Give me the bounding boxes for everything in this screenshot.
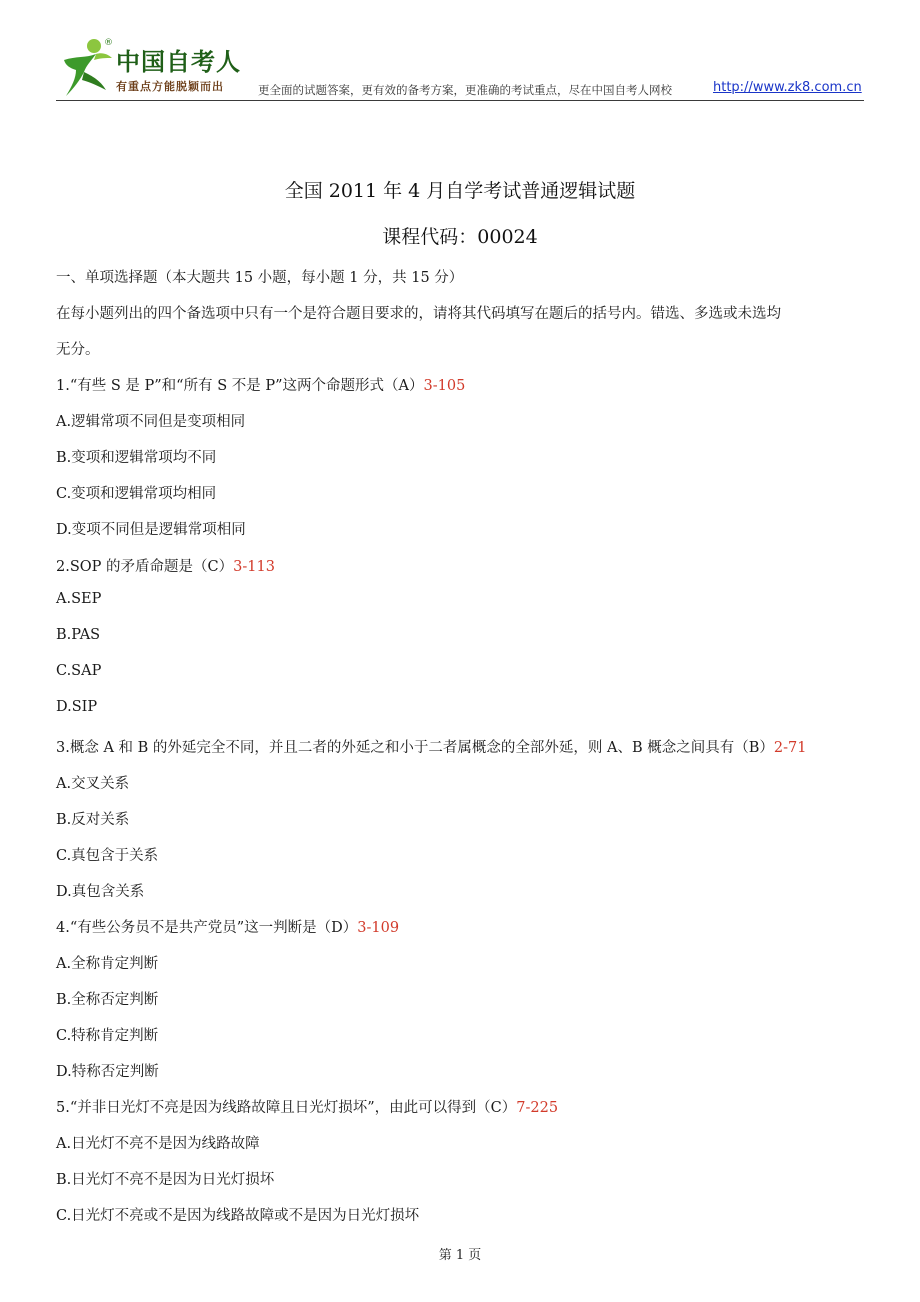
question-stem-2 — [56, 555, 275, 576]
answer-option: A.交叉关系 — [56, 776, 130, 792]
question-text: 5.“并非日光灯不亮是因为线路故障且日光灯损坏”，由此可以得到（C） — [56, 1100, 517, 1116]
answer-option: C.真包含于关系 — [56, 848, 159, 864]
logo-text: 中国自考人 — [116, 48, 241, 76]
answer-option: D.变项不同但是逻辑常项相同 — [56, 522, 246, 538]
answer-option: A.全称肯定判断 — [56, 956, 159, 972]
page-header — [0, 0, 920, 110]
question-text: 1.“有些 S 是 P”和“所有 S 不是 P”这两个命题形式（A） — [56, 378, 424, 394]
question-text: 3.概念 A 和 B 的外延完全不同，并且二者的外延之和小于二者属概念的全部外延，则 A、B 概念之间具有（B） — [56, 740, 774, 756]
answer-option: A.逻辑常项不同但是变项相同 — [56, 414, 246, 430]
answer-option: C.SAP — [56, 663, 102, 679]
answer-option: C.特称肯定判断 — [56, 1028, 159, 1044]
page-reference: 7-225 — [516, 1100, 559, 1116]
question-stem-5 — [56, 1096, 558, 1117]
question-stem-1 — [56, 374, 465, 395]
answer-option: D.真包含关系 — [56, 884, 145, 900]
logo-slogan: 有重点方能脱颖而出 — [116, 80, 224, 93]
page-number: 第 1 页 — [438, 1248, 482, 1263]
instructions-line-2: 无分。 — [56, 342, 100, 358]
answer-option: B.变项和逻辑常项均不同 — [56, 450, 217, 466]
answer-option: C.变项和逻辑常项均相同 — [56, 486, 217, 502]
answer-option: A.日光灯不亮不是因为线路故障 — [56, 1136, 260, 1152]
site-logo[interactable] — [56, 36, 256, 100]
website-link[interactable]: http://www.zk8.com.cn — [713, 80, 862, 95]
header-tagline: 更全面的试题答案，更有效的备考方案，更准确的考试重点，尽在中国自考人网校 — [258, 83, 672, 97]
instructions-line-1: 在每小题列出的四个备选项中只有一个是符合题目要求的，请将其代码填写在题后的括号内。错选、多选或未选均 — [56, 306, 781, 322]
header-divider — [56, 100, 864, 101]
registered-mark: ® — [104, 38, 113, 48]
course-code: 课程代码：00024 — [382, 226, 538, 248]
page-reference: 3-113 — [233, 559, 275, 575]
answer-option: A.SEP — [56, 591, 102, 607]
question-text: 4.“有些公务员不是共产党员”这一判断是（D） — [56, 920, 358, 936]
answer-option: B.日光灯不亮不是因为日光灯损坏 — [56, 1172, 275, 1188]
answer-option: D.特称否定判断 — [56, 1064, 159, 1080]
answer-option: D.SIP — [56, 699, 98, 715]
page-reference: 3-109 — [357, 920, 400, 936]
answer-option: B.PAS — [56, 627, 101, 643]
document-title: 全国 2011 年 4 月自学考试普通逻辑试题 — [284, 180, 636, 202]
page-reference: 2-71 — [773, 740, 807, 756]
question-stem-3 — [56, 736, 806, 757]
question-stem-4 — [56, 916, 399, 937]
answer-option: B.反对关系 — [56, 812, 130, 828]
question-text: 2.SOP 的矛盾命题是（C） — [56, 559, 234, 575]
answer-option: B.全称否定判断 — [56, 992, 159, 1008]
page-reference: 3-105 — [423, 378, 466, 394]
section-heading: 一、单项选择题（本大题共 15 小题，每小题 1 分，共 15 分） — [56, 270, 464, 286]
answer-option: C.日光灯不亮或不是因为线路故障或不是因为日光灯损坏 — [56, 1208, 420, 1224]
